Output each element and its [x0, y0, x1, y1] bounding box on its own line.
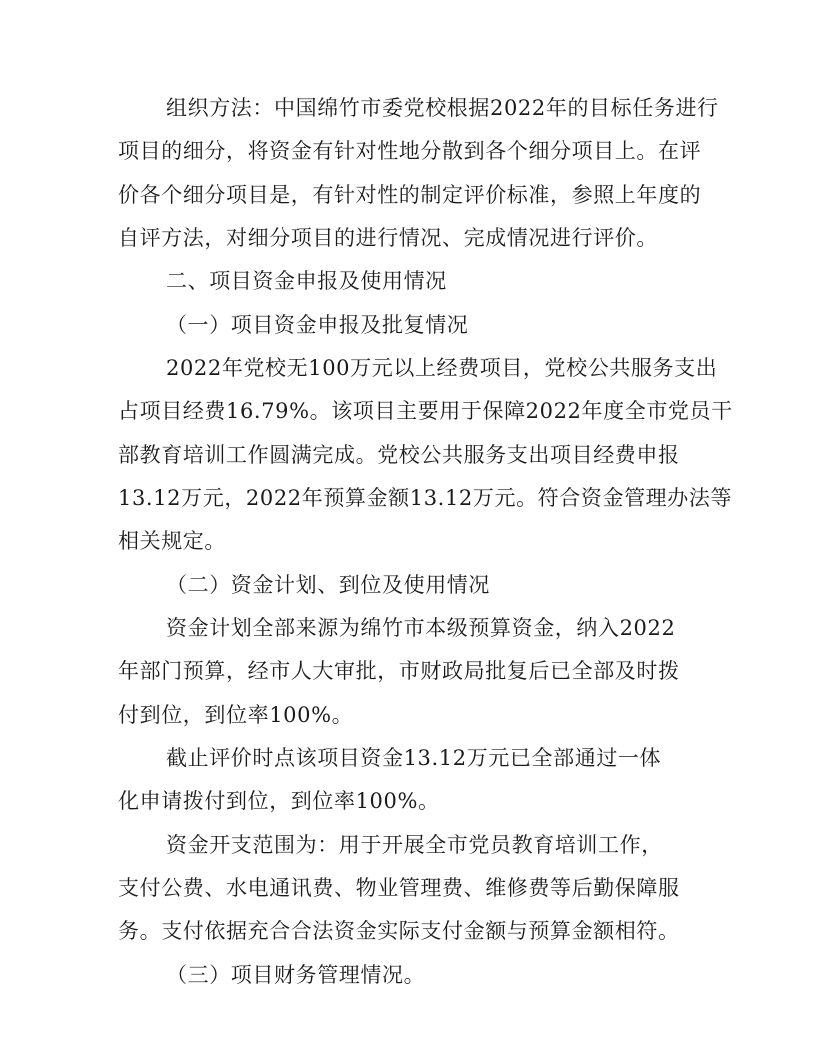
text-line: 付到位，到位率100%。	[118, 703, 354, 727]
text-line: 部教育培训工作圆满完成。党校公共服务支出项目经费申报	[118, 443, 680, 467]
text-line: 相关规定。	[118, 529, 226, 553]
text-line: 资金计划全部来源为绵竹市本级预算资金，纳入2022	[166, 616, 676, 640]
text-line: 年部门预算，经市人大审批，市财政局批复后已全部及时拨	[118, 659, 680, 683]
text-line: 2022年党校无100万元以上经费项目，党校公共服务支出	[166, 356, 718, 380]
text-line: 价各个细分项目是，有针对性的制定评价标准，参照上年度的	[118, 183, 702, 207]
text-line: 占项目经费16.79%。该项目主要用于保障2022年度全市党员干	[118, 399, 733, 423]
text-line: 资金开支范围为：用于开展全市党员教育培训工作，	[166, 833, 663, 857]
text-line: 截止评价时点该项目资金13.12万元已全部通过一体	[166, 746, 662, 770]
text-line: 自评方法，对细分项目的进行情况、完成情况进行评价。	[118, 226, 658, 250]
subsection-heading: （三）项目财务管理情况。	[166, 963, 426, 987]
subsection-heading: （一）项目资金申报及批复情况	[166, 313, 469, 337]
subsection-heading: （二）资金计划、到位及使用情况	[166, 573, 490, 597]
text-line: 13.12万元，2022年预算金额13.12万元。符合资金管理办法等	[118, 486, 733, 510]
section-heading: 二、项目资金申报及使用情况	[166, 269, 447, 293]
text-line: 组织方法：中国绵竹市委党校根据2022年的目标任务进行	[166, 96, 719, 120]
text-line: 项目的细分，将资金有针对性地分散到各个细分项目上。在评	[118, 139, 702, 163]
text-line: 支付公费、水电通讯费、物业管理费、维修费等后勤保障服	[118, 876, 680, 900]
text-line: 化申请拨付到位，到位率100%。	[118, 789, 440, 813]
text-line: 务。支付依据充合合法资金实际支付金额与预算金额相符。	[118, 919, 680, 943]
